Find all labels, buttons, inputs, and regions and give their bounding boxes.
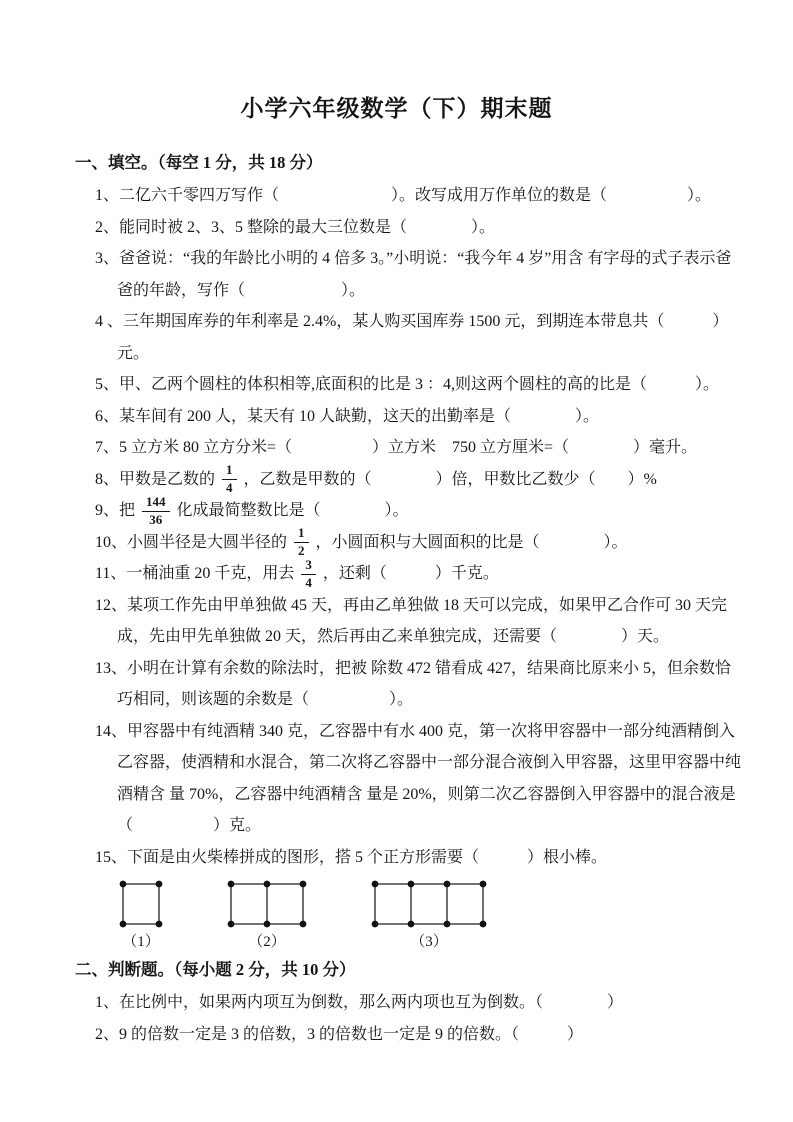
fraction: $\frac{1}{4}$ (222, 463, 237, 496)
question-item: 4 、三年期国库券的年利率是 2.4%，某人购买国库券 1500 元，到期连本带息共（ ）元。 (95, 313, 729, 362)
matchstick-figure-1 (118, 877, 164, 952)
question-item: 2、9 的倍数一定是 3 的倍数，3 的倍数也一定是 9 的倍数。（ ） (95, 1025, 584, 1043)
page-title: 小学六年级数学（下）期末题 (240, 96, 553, 121)
question-item: 1、在比例中，如果两内项互为倒数，那么两内项也互为倒数。（ ） (95, 994, 624, 1011)
fraction: $\frac{3}{4}$ (301, 558, 316, 591)
question-item: 8、甲数是乙数的 $\frac{1}{4}$ ，乙数是甲数的（ ）倍，甲数比乙数少（ ）% (95, 462, 657, 496)
figure-label: （1） (122, 934, 160, 950)
question-item: 7、5 立方米 80 立方分米=（ ）立方米 750 立方厘米=（ ）毫升。 (95, 439, 698, 456)
matchstick-figure-2 (226, 877, 308, 952)
question-item: 15、下面是由火柴棒拼成的图形，搭 5 个正方形需要（ ）根小棒。 (95, 848, 608, 866)
question-item: 3、爸爸说：“我的年龄比小明的 4 倍多 3。”小明说：“我今年 4 岁”用含 有字母的式子表示爸爸的年龄，写作（ ）。 (95, 250, 732, 299)
matchstick-figures (118, 877, 793, 952)
fraction: $\frac{1}{2}$ (294, 526, 309, 559)
question-item: 6、某车间有 200 人，某天有 10 人缺勤，这天的出勤率是（ ）。 (95, 407, 600, 425)
question-item: 13、小明在计算有余数的除法时，把被 除数 472 错看成 427，结果商比原来小 5，但余数恰巧相同，则该题的余数是（ ）。 (95, 659, 732, 708)
question-item: 9、把 $\frac{144}{36}$ 化成最简整数比是（ ）。 (95, 493, 409, 527)
section1-heading: 一、填空。（每空 1 分，共 18 分） (75, 153, 323, 172)
question-item: 2、能同时被 2、3、5 整除的最大三位数是（ ）。 (95, 218, 496, 236)
figure-label: （2） (248, 934, 286, 950)
squares-diagram (370, 877, 488, 931)
section1-questions (95, 180, 743, 873)
figure-label: （3） (410, 934, 448, 950)
squares-diagram (226, 877, 308, 931)
section2-questions (95, 987, 743, 1050)
question-item: 5、甲、乙两个圆柱的体积相等,底面积的比是 3 ：4,则这两个圆柱的高的比是（ ）。 (95, 376, 720, 393)
question-item: 14、甲容器中有纯酒精 340 克，乙容器中有水 400 克，第一次将甲容器中一部分纯酒精倒入乙容器，使酒精和水混合，第二次将乙容器中一部分混合液倒入甲容器，这里甲容器中纯酒精含 量 70%，乙容器中纯酒精含 量是 20%，则第二次乙容器倒入甲容器中的混合液是（ ）克。 (95, 722, 742, 834)
question-item: 12、某项工作先由甲单独做 45 天，再由乙单独做 18 天可以完成，如果甲乙合作可 30 天完成，先由甲先单独做 20 天，然后再由乙来单独完成，还需要（ ）天。 (95, 596, 728, 645)
section2-heading: 二、判断题。（每小题 2 分，共 10 分） (75, 960, 356, 979)
fraction: $\frac{144}{36}$ (142, 495, 170, 528)
squares-diagram (118, 877, 164, 931)
matchstick-figure-3 (370, 877, 488, 952)
question-item: 1、二亿六千零四万写作（ ）。改写成用万作单位的数是（ ）。 (95, 187, 712, 204)
question-item: 11、一桶油重 20 千克，用去 $\frac{3}{4}$ ，还剩（ ）千克。 (95, 556, 499, 590)
question-item: 10、小圆半径是大圆半径的 $\frac{1}{2}$ ，小圆面积与大圆面积的比是（ ）。 (95, 525, 628, 559)
